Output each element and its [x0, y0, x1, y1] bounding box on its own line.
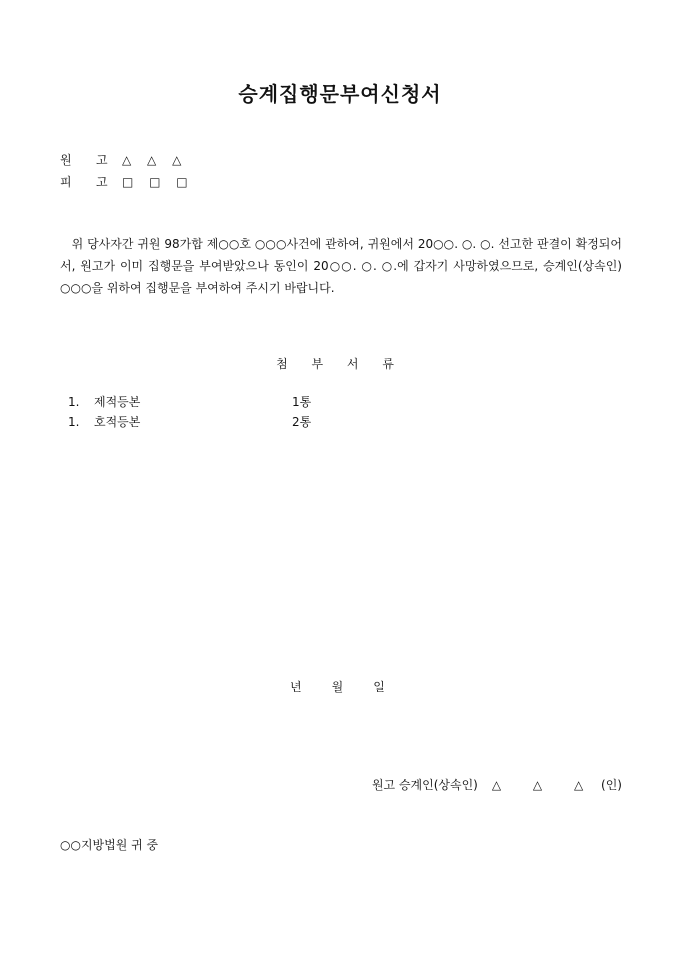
seal-mark: (인): [601, 778, 622, 792]
attachment-quantity: 1통: [292, 395, 312, 409]
date-line: [290, 678, 415, 695]
document-title: 승계집행문부여신청서: [238, 82, 442, 106]
signer-line: [372, 776, 622, 793]
party-role-a: 원: [60, 153, 72, 167]
party-defendant: [60, 174, 194, 190]
attachment-number: 1.: [68, 395, 80, 409]
attachment-label: 제적등본: [94, 395, 141, 409]
attachment-row: [68, 394, 311, 410]
date-year: 년: [290, 680, 302, 694]
attachment-number: 1.: [68, 415, 80, 429]
party-role-b: 고: [96, 175, 108, 189]
date-day: 일: [373, 680, 385, 694]
party-role-a: 피: [60, 175, 72, 189]
party-role-b: 고: [96, 153, 108, 167]
party-plaintiff: [60, 152, 187, 168]
party-name: □ □ □: [122, 175, 194, 189]
date-month: 월: [331, 680, 344, 694]
signer-label: 원고 승계인(상속인): [371, 778, 478, 792]
court-addressee: ○○지방법원 귀 중: [60, 838, 159, 852]
attachment-row: [68, 414, 311, 430]
body-paragraph: [60, 233, 622, 299]
attachment-quantity: 2통: [292, 415, 312, 429]
signer-name: △ △ △: [491, 778, 598, 792]
attachments-heading: 첨 부 서 류: [276, 357, 404, 371]
body-text: 위 당사자간 귀원 98가합 제○○호 ○○○사건에 관하여, 귀원에서 20○○. ○. ○. 선고한 판결이 확정되어서, 원고가 이미 집행문을 부여받았으나 동인이 20○○. ○. ○.에 갑자기 사망하였으므로, 승계인(상속인) ○○○을 위하여 집행문을 부여하여 주시기 바랍니다.: [60, 237, 622, 295]
attachment-label: 호적등본: [94, 415, 141, 429]
party-name: △ △ △: [122, 153, 188, 167]
